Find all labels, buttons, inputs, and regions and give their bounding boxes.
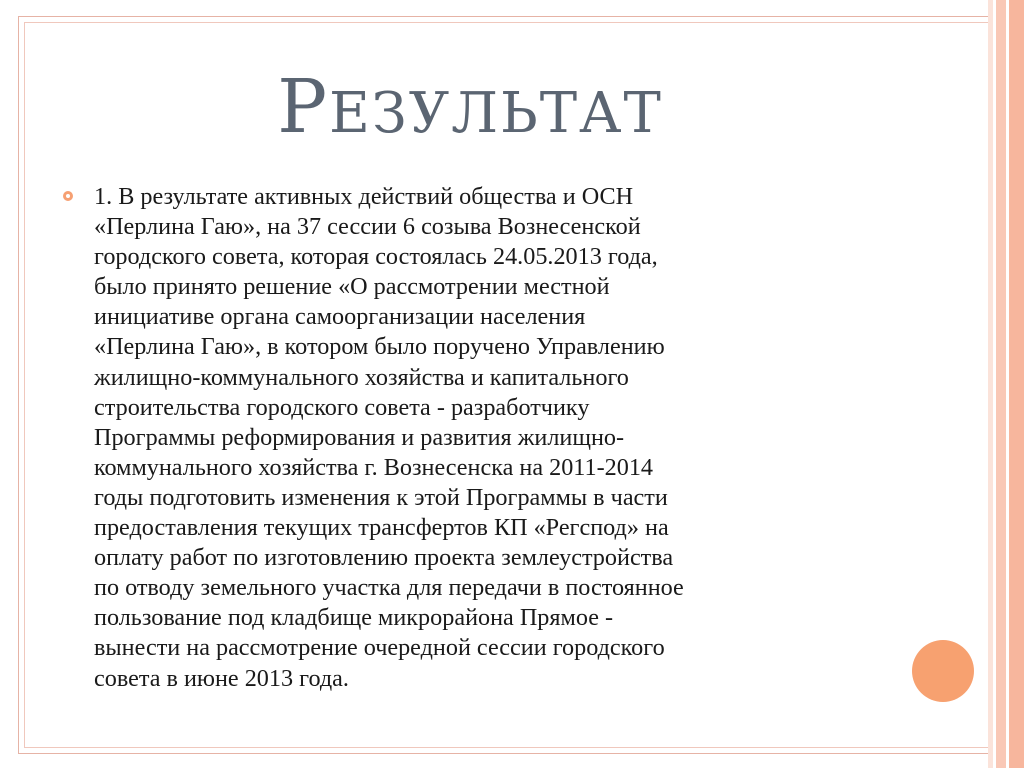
slide-title bbox=[0, 64, 940, 150]
stripe bbox=[996, 0, 1006, 768]
title-rest: ЕЗУЛЬТАТ bbox=[328, 81, 663, 146]
stripe bbox=[1009, 0, 1024, 768]
decorative-stripes bbox=[988, 0, 1024, 768]
orange-circle-decoration-icon bbox=[912, 640, 974, 702]
circle-bullet-icon bbox=[63, 191, 73, 201]
bullet-paragraph: 1. В результате активных действий общества и ОСН «Перлина Гаю», на 37 сессии 6 созыва Вознесенской городского совета, которая состоялась 24.05.2013 года, было принято решение «О рассмотрении местной инициативе органа самоорганизации населения «Перлина Гаю», в котором было поручено Управлению жилищно-коммунального хозяйства и капитального строительства городского совета - разработчику Программы реформирования и развития жилищно- коммунального хозяйства г. Вознесенска на 2011-2014 годы подготовить изменения к этой Программы в части предоставления текущих трансфертов КП «Регспод» на оплату работ по изготовлению проекта землеустройства по отводу земельного участка для передачи в постоянное пользование под кладбище микрорайона Прямое - вынести на рассмотрение очередной сессии городского совета в июне 2013 года. bbox=[94, 183, 684, 692]
title-first-letter: Р bbox=[277, 64, 329, 150]
